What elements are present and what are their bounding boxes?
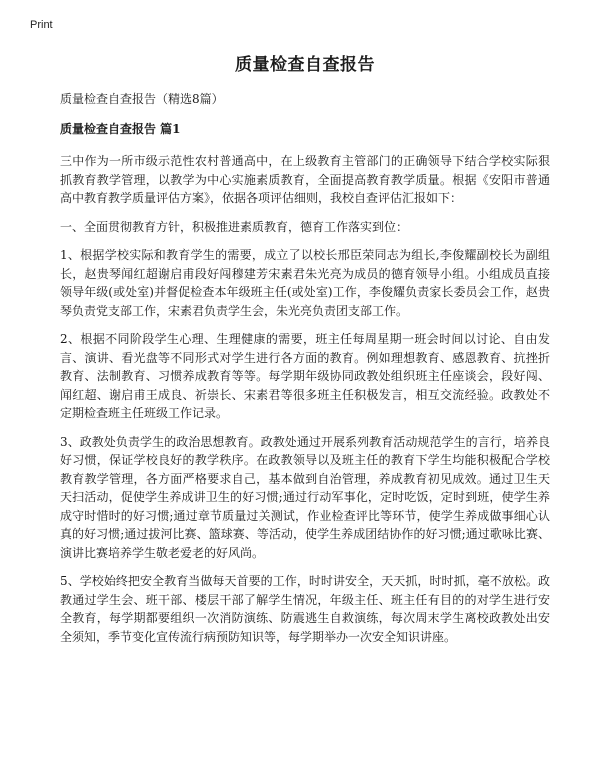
document-title: 质量检查自查报告 xyxy=(235,55,375,75)
paragraph-section-one-heading: 一、全面贯彻教育方针，积极推进素质教育，德育工作落实到位： xyxy=(60,219,409,234)
document-body xyxy=(60,54,550,646)
section-heading: 质量检查自查报告 篇1 xyxy=(60,122,181,136)
paragraph-item-1: 1、根据学校实际和教育学生的需要，成立了以校长邢臣荣同志为组长,李俊耀副校长为副组长，赵贵琴闻红超谢启甫段好闯穆建芳宋素君朱光亮为成员的德育领导小组。小组成员直接领导年级(或处室)并督促检查本年级班主任(或处室)工作，李俊耀负责家长委员会工作，赵贵琴负责党支部工作，宋素君负责学生会，朱光亮负责团支部工作。 xyxy=(60,248,550,318)
document-subtitle: 质量检查自查报告（精选8篇） xyxy=(60,92,224,106)
paragraph-item-2: 2、根据不同阶段学生心理、生理健康的需要，班主任每周星期一班会时间以讨论、自由发言、演讲、看光盘等不同形式对学生进行各方面的教育。例如理想教育、感恩教育、抗挫折教育、法制教育、习惯养成教育等等。每学期年级协同政教处组织班主任座谈会，段好闯、闻红超、谢启甫王成良、祈崇长、宋素君等很多班主任积极发言，相互交流经验。政教处不定期检查班主任班级工作记录。 xyxy=(60,332,550,420)
paragraph-item-5: 5、学校始终把安全教育当做每天首要的工作，时时讲安全，天天抓，时时抓，毫不放松。政教通过学生会、班干部、楼层干部了解学生情况，年级主任、班主任有目的的对学生进行安全教育，每学期都要组织一次消防演练、防震逃生自救演练，每次周末学生离校政教处出安全须知，季节变化宣传流行病预防知识等，每学期举办一次安全知识讲座。 xyxy=(60,574,550,644)
paragraph-item-3: 3、政教处负责学生的政治思想教育。政教处通过开展系列教育活动规范学生的言行，培养良好习惯，保证学校良好的教学秩序。在政教领导以及班主任的教育下学生均能积极配合学校教育教学管理，各方面严格要求自己，基本做到自治管理，养成教育初见成效。通过卫生天天扫活动，促使学生养成讲卫生的好习惯;通过行动军事化，定时吃饭，定时到班，使学生养成守时惜时的好习惯;通过章节质量过关测试，作业检查评比等环节，使学生养成做事细心认真的好习惯;通过拔河比赛、篮球赛、等活动，使学生养成团结协作的好习惯;通过歌咏比赛、演讲比赛培养学生敬老爱老的好风尚。 xyxy=(60,434,550,560)
paragraph-intro: 三中作为一所市级示范性农村普通高中，在上级教育主管部门的正确领导下结合学校实际狠抓教育教学管理，以教学为中心实施素质教育，全面提高教育教学质量。根据《安阳市普通高中教育教学质量评估方案》，依据各项评估细则，我校自查评估汇报如下： xyxy=(60,154,550,205)
print-link[interactable]: Print xyxy=(30,19,53,31)
